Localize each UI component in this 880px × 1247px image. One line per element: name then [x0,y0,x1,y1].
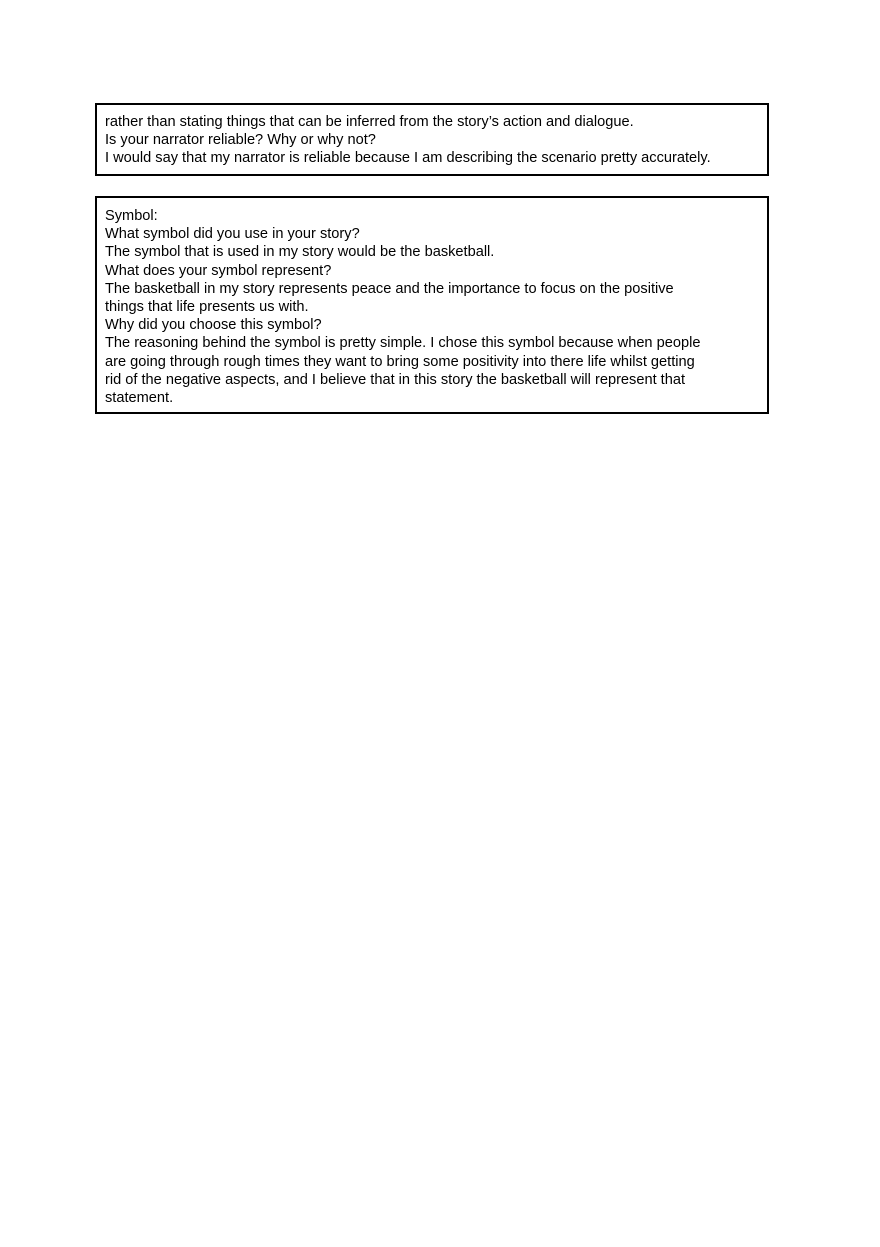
symbol-answer-2-line: The basketball in my story represents peace and the importance to focus on the positive [105,280,674,297]
symbol-answer-3-line: The reasoning behind the symbol is pretty simple. I chose this symbol because when people [105,335,701,352]
narrator-answer: I would say that my narrator is reliable because I am describing the scenario pretty accurately. [105,150,711,167]
symbol-question-3: Why did you choose this symbol? [105,317,322,334]
symbol-answer-2-line: things that life presents us with. [105,299,309,316]
narrator-reliability-box [95,103,769,176]
symbol-answer-3-line: rid of the negative aspects, and I believe that in this story the basketball will represent that [105,371,686,388]
symbol-box [95,196,769,414]
symbol-question-2: What does your symbol represent? [105,262,332,279]
narrator-text-line: rather than stating things that can be inferred from the story’s action and dialogue. [105,114,634,130]
symbol-question-1: What symbol did you use in your story? [105,226,360,243]
symbol-answer-1: The symbol that is used in my story would be the basketball. [105,244,495,261]
symbol-answer-3-line: statement. [105,390,174,407]
symbol-heading: Symbol: [105,208,158,224]
symbol-answer-3-line: are going through rough times they want to bring some positivity into there life whilst getting [105,353,695,370]
narrator-question: Is your narrator reliable? Why or why not? [105,132,376,149]
